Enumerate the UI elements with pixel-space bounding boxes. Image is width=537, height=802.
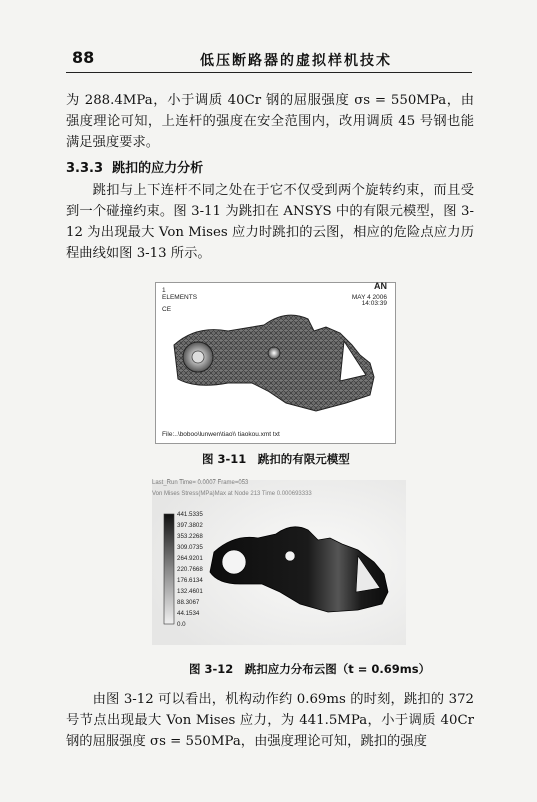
section-title: 跳扣的应力分析: [112, 161, 204, 176]
figure-3-11-caption: 图 3-11 跳扣的有限元模型: [202, 452, 350, 466]
fig311-date: MAY 4 2006: [351, 294, 387, 301]
stress-legend-value: 397.3802: [177, 522, 203, 529]
fig311-time: 14:03:39: [361, 300, 387, 307]
stress-legend-value: 309.0735: [177, 544, 203, 551]
figure-3-12-caption: 图 3-12 跳扣应力分布云图（t = 0.69ms）: [189, 662, 431, 676]
stress-pivot-hole-right: [285, 551, 295, 561]
stress-legend-value: 44.1534: [177, 610, 200, 617]
fig311-elements-label: ELEMENTS: [162, 294, 198, 301]
stress-legend-value: 353.2268: [177, 533, 203, 540]
stress-legend-value: 441.5335: [177, 511, 203, 518]
stress-legend-value: 220.7668: [177, 566, 203, 573]
body-paragraph: 跳扣与上下连杆不同之处在于它不仅受到两个旋转约束，而且受到一个碰撞约束。图 3-11 为跳扣在 ANSYS 中的有限元模型，图 3-12 为出现最大 Von Mises 应力时跳扣的云图，相应的危险点应力历程曲线如图 3-13 所示。: [66, 183, 474, 261]
running-head: 低压断路器的虚拟样机技术: [200, 53, 392, 69]
stress-legend-bar: [164, 514, 174, 624]
page-number: 88: [72, 48, 95, 67]
section-heading: [66, 157, 203, 176]
fig311-ce-label: CE: [162, 306, 172, 313]
stress-legend-value: 0.0: [177, 621, 186, 628]
section-number: 3.3.3: [66, 161, 104, 176]
stress-legend-value: 88.3067: [177, 599, 200, 606]
stress-pivot-hole-left: [222, 550, 246, 574]
stress-legend-value: 176.6134: [177, 577, 203, 584]
intro-paragraph: 为 288.4MPa，小于调质 40Cr 钢的屈服强度 σs = 550MPa，由强度理论可知，上连杆的强度在安全范围内，改用调质 45 号钢也能满足强度要求。: [66, 93, 474, 150]
figure-3-11-fem-model: [155, 282, 396, 444]
closing-paragraph: 由图 3-12 可以看出，机构动作约 0.69ms 的时刻，跳扣的 372 号节点出现最大 Von Mises 应力，为 441.5MPa，小于调质 40Cr 钢的屈服强度 σs = 550MPa，由强度理论可知，跳扣的强度: [66, 692, 474, 749]
figure-3-12-stress-contour: [152, 480, 406, 645]
fig311-file-path: File:..\boboo\lunwen\tiao\\ tiaokou.xmt txt: [162, 431, 280, 438]
fem-mesh-drawing: [156, 283, 395, 443]
header-rule: [66, 72, 472, 73]
fig311-index: 1: [162, 287, 166, 294]
stress-legend-value: 132.4601: [177, 588, 203, 595]
stress-contour-drawing: [152, 480, 406, 645]
fem-pivot-hole-right: [268, 347, 280, 359]
ansys-logo: AN: [374, 281, 387, 291]
stress-legend-value: 264.9201: [177, 555, 203, 562]
